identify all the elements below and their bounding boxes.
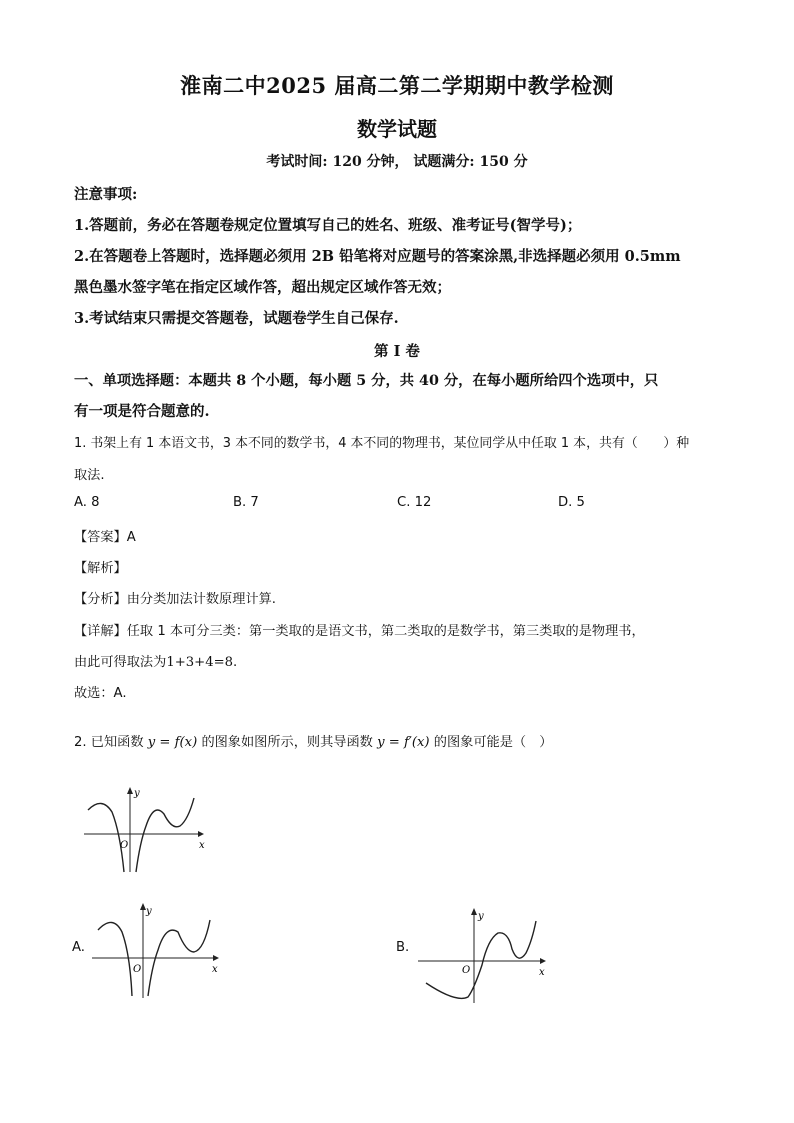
exam-subtitle: 数学试题 bbox=[357, 117, 437, 141]
q1-result-suffix: . bbox=[233, 655, 238, 670]
q1-option-c: C. 12 bbox=[397, 495, 432, 510]
q2-main-graph bbox=[80, 782, 210, 877]
q1-result-formula: 1+3+4=8 bbox=[166, 655, 234, 670]
main-graph-origin-label: O bbox=[120, 840, 129, 851]
notice-item-2-line-1: 2.在答题卷上答题时，选择题必须用 2B 铅笔将对应题号的答案涂黑,非选择题必须用 0.5mm bbox=[74, 248, 681, 265]
q1-fenxi: 【分析】由分类加法计数原理计算. bbox=[74, 592, 277, 607]
q2-stem-prefix: 2. 已知函数 bbox=[74, 735, 144, 750]
q2-option-b-graph bbox=[412, 905, 552, 1005]
option-a-origin-label: O bbox=[133, 964, 142, 975]
q1-result bbox=[74, 651, 237, 670]
q1-conclusion: 故选：A. bbox=[74, 686, 127, 701]
q1-option-a: A. 8 bbox=[74, 495, 100, 510]
q2-stem bbox=[74, 731, 552, 750]
q2-option-a-graph bbox=[88, 902, 223, 1002]
volume-heading: 第 I 卷 bbox=[374, 343, 420, 360]
section-heading-line-2: 有一项是符合题意的. bbox=[74, 403, 210, 420]
main-graph-x-label: x bbox=[199, 840, 205, 851]
notice-item-3: 3.考试结束只需提交答题卷，试题卷学生自己保存. bbox=[74, 310, 399, 327]
q1-option-b: B. 7 bbox=[233, 495, 259, 510]
option-a-y-label: y bbox=[146, 906, 152, 917]
q1-analysis-tag: 【解析】 bbox=[74, 561, 127, 576]
notice-heading: 注意事项: bbox=[74, 186, 138, 203]
exam-title: 淮南二中2025 届高二第二学期期中教学检测 bbox=[180, 73, 614, 98]
q1-stem-line-1: 1. 书架上有 1 本语文书，3 本不同的数学书，4 本不同的物理书，某位同学从中任取 1 本，共有（ ）种 bbox=[74, 436, 690, 451]
q2-func-dy: y = f′(x) bbox=[377, 735, 430, 750]
q1-xiangjie: 【详解】任取 1 本可分三类：第一类取的是语文书，第二类取的是数学书，第三类取的是物理书， bbox=[74, 624, 645, 639]
q2-option-b-label: B. bbox=[396, 940, 410, 955]
option-a-x-label: x bbox=[212, 964, 218, 975]
notice-item-1: 1.答题前，务必在答题卷规定位置填写自己的姓名、班级、准考证号(智学号)； bbox=[74, 217, 582, 234]
q1-option-d: D. 5 bbox=[558, 495, 585, 510]
notice-item-2-line-2: 黑色墨水签字笔在指定区域作答，超出规定区域作答无效； bbox=[74, 279, 451, 296]
section-heading-line-1: 一、单项选择题：本题共 8 个小题，每小题 5 分，共 40 分，在每小题所给四个选项中，只 bbox=[74, 373, 659, 389]
q2-stem-suffix: 的图象可能是（ ） bbox=[433, 735, 553, 750]
q2-stem-middle: 的图象如图所示，则其导函数 bbox=[201, 735, 373, 750]
q2-option-a-label: A. bbox=[72, 940, 85, 955]
main-graph-y-label: y bbox=[134, 788, 140, 799]
q1-result-prefix: 由此可得取法为 bbox=[74, 655, 167, 670]
q1-stem-line-2: 取法. bbox=[74, 468, 105, 483]
q2-func-y: y = f(x) bbox=[147, 735, 198, 750]
q1-answer: 【答案】A bbox=[74, 530, 136, 545]
option-b-y-label: y bbox=[478, 911, 484, 922]
option-b-x-label: x bbox=[539, 967, 545, 978]
exam-info: 考试时间: 120 分钟， 试题满分: 150 分 bbox=[266, 154, 528, 170]
option-b-origin-label: O bbox=[462, 965, 471, 976]
